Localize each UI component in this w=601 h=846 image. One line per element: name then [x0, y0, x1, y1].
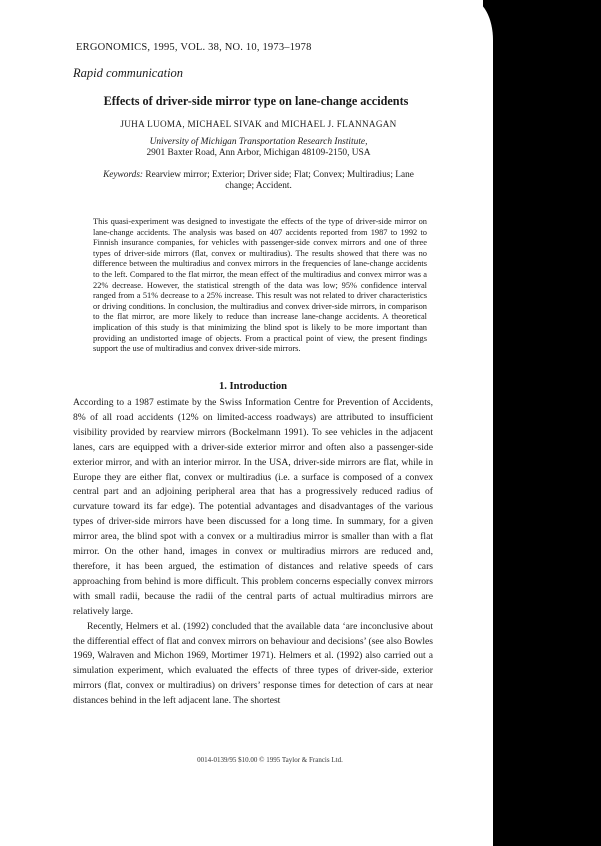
article-type: Rapid communication — [73, 66, 184, 80]
abstract-text: This quasi-experiment was designed to investigate the effects of the type of driver-side mirror on lane-change accidents. The analysis was based on 407 accidents reported from 1987 to 1992 to Finnish insurance companies, for vehicles with passenger-side convex mirrors and one of three types of driver-side mirrors (flat, convex or multiradius). The results showed that there was no difference between the multiradius and convex mirrors in the frequencies of lane-change accidents to the left. Compared to the flat mirror, the mean effect of the multiradius and convex mirror was a 22% decrease. However, the statistical strength of the data was low; 95% confidence interval ranged from a 51% decrease to a 25% increase. This result was not related to driver characteristics or driving conditions. In conclusion, the multiradius and convex driver-side mirrors, in comparison to the flat mirror, are more likely to reduce than increase lane-change accidents. A theoretical implication of this study is that minimizing the blind spot is likely to be more important than providing an undistorted image of objects. From a practical point of view, the present findings support the use of multiradius and convex driver-side mirrors. — [93, 217, 427, 354]
journal-citation: ERGONOMICS, 1995, VOL. 38, NO. 10, 1973–1978 — [76, 42, 312, 53]
article-title: Effects of driver-side mirror type on lane-change accidents — [103, 94, 409, 108]
abstract — [93, 217, 427, 355]
paragraph: Recently, Helmers et al. (1992) concluded that the available data ‘are inconclusive about the differential effect of flat and convex mirrors on behaviour and decisions’ (see also Bowles 1969, Walraven and Michon 1969, Mortimer 1971). Helmers et al. (1992) also carried out a simulation experiment, which evaluated the effects of three types of driver-side, exterior mirrors (flat, convex or multiradius) on drivers’ response times for detection of cars at near distances behind in the left adjacent lane. The shortest — [73, 620, 433, 707]
affiliation-address: 2901 Baxter Road, Ann Arbor, Michigan 48109-2150, USA — [146, 148, 371, 158]
author-list: JUHA LUOMA, MICHAEL SIVAK and MICHAEL J. FLANNAGAN — [120, 119, 397, 129]
keywords-text: Rearview mirror; Exterior; Driver side; Flat; Convex; Multiradius; Lane change; Accident. — [145, 170, 414, 191]
keywords-label: Keywords: — [103, 170, 144, 180]
paragraph: According to a 1987 estimate by the Swiss Information Centre for Prevention of Accidents, 8% of all road accidents (12% on limited-access roadways) are attributed to insufficient visibility provided by rearview mirrors (Bockelmann 1991). To see vehicles in the adjacent lanes, cars are equipped with a driver-side exterior mirror and often also a passenger-side exterior mirror, and with an interior mirror. In the USA, driver-side mirrors are flat, while in Europe they are either flat, convex or multiradius (i.e. a surface is composed of a convex central part and an adjoining peripheral area that has a progressively reduced radius of curvature toward its far edge). The potential advantages and disadvantages of the various types of driver-side mirrors have been discussed for a long time. In summary, for a given mirror area, the blind spot with a convex or a multiradius mirror is smaller than with a flat mirror. On the other hand, images in convex or multiradius mirrors are reduced and, therefore, it has been argued, the estimation of distances and relative speeds of cars approaching from behind is more difficult. This problem concerns especially convex mirrors with small radii, because the radii of the central parts of actual multiradius mirrors are relatively large. — [73, 397, 433, 617]
affiliation — [86, 137, 431, 159]
keywords — [96, 170, 421, 192]
affiliation-institution: University of Michigan Transportation Research Institute, — [149, 137, 368, 147]
section-heading: 1. Introduction — [218, 381, 288, 392]
scan-border — [483, 0, 601, 846]
copyright-line: 0014-0139/95 $10.00 © 1995 Taylor & Francis Ltd. — [197, 756, 343, 764]
section-body — [73, 396, 433, 709]
